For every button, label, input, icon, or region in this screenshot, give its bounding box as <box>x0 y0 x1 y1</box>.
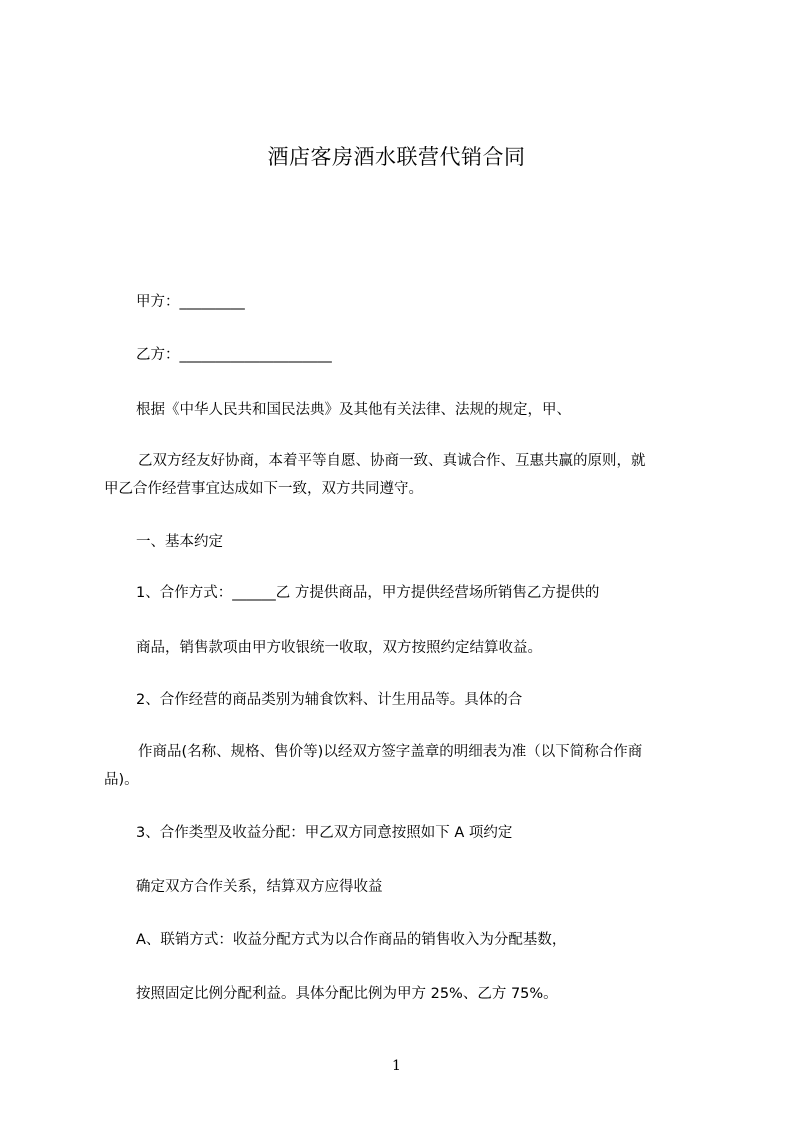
intro-paragraph-2-line-1: 乙双方经友好协商，本着平等自愿、协商一致、真诚合作、互惠共赢的原则，就 <box>138 453 646 469</box>
party-b-line: 乙方：_____________________ <box>136 347 332 363</box>
clause-2-paragraph <box>104 738 714 794</box>
clause-1-line-2: 商品，销售款项由甲方收银统一收取，双方按照约定结算收益。 <box>136 640 542 656</box>
party-a-line: 甲方：_________ <box>136 294 245 310</box>
clause-a-line-1: A、联销方式：收益分配方式为以合作商品的销售收入为分配基数， <box>136 932 567 948</box>
intro-paragraph-line-1: 根据《中华人民共和国民法典》及其他有关法律、法规的规定，甲、 <box>136 402 571 418</box>
intro-paragraph-2-line-2: 甲乙合作经营事宜达成如下一致，双方共同遵守。 <box>104 481 423 497</box>
clause-2-line-2: 作商品(名称、规格、售价等)以经双方签字盖章的明细表为准（以下简称合作商 <box>138 744 643 760</box>
clause-1-line-1: 1、合作方式：______乙 方提供商品，甲方提供经营场所销售乙方提供的 <box>136 585 600 601</box>
clause-3-line-2: 确定双方合作关系，结算双方应得收益 <box>136 879 383 895</box>
intro-paragraph-2 <box>104 447 714 503</box>
clause-3-line-1: 3、合作类型及收益分配：甲乙双方同意按照如下 A 项约定 <box>136 825 513 841</box>
document-title: 酒店客房酒水联营代销合同 <box>267 145 526 169</box>
page-number: 1 <box>392 1058 401 1074</box>
clause-a-line-2: 按照固定比例分配利益。具体分配比例为甲方 25%、乙方 75%。 <box>136 986 558 1002</box>
section-heading-basic-terms: 一、基本约定 <box>136 534 223 550</box>
clause-2-line-1: 2、合作经营的商品类别为辅食饮料、计生用品等。具体的合 <box>136 692 523 708</box>
clause-2-line-3: 品)。 <box>104 772 139 788</box>
